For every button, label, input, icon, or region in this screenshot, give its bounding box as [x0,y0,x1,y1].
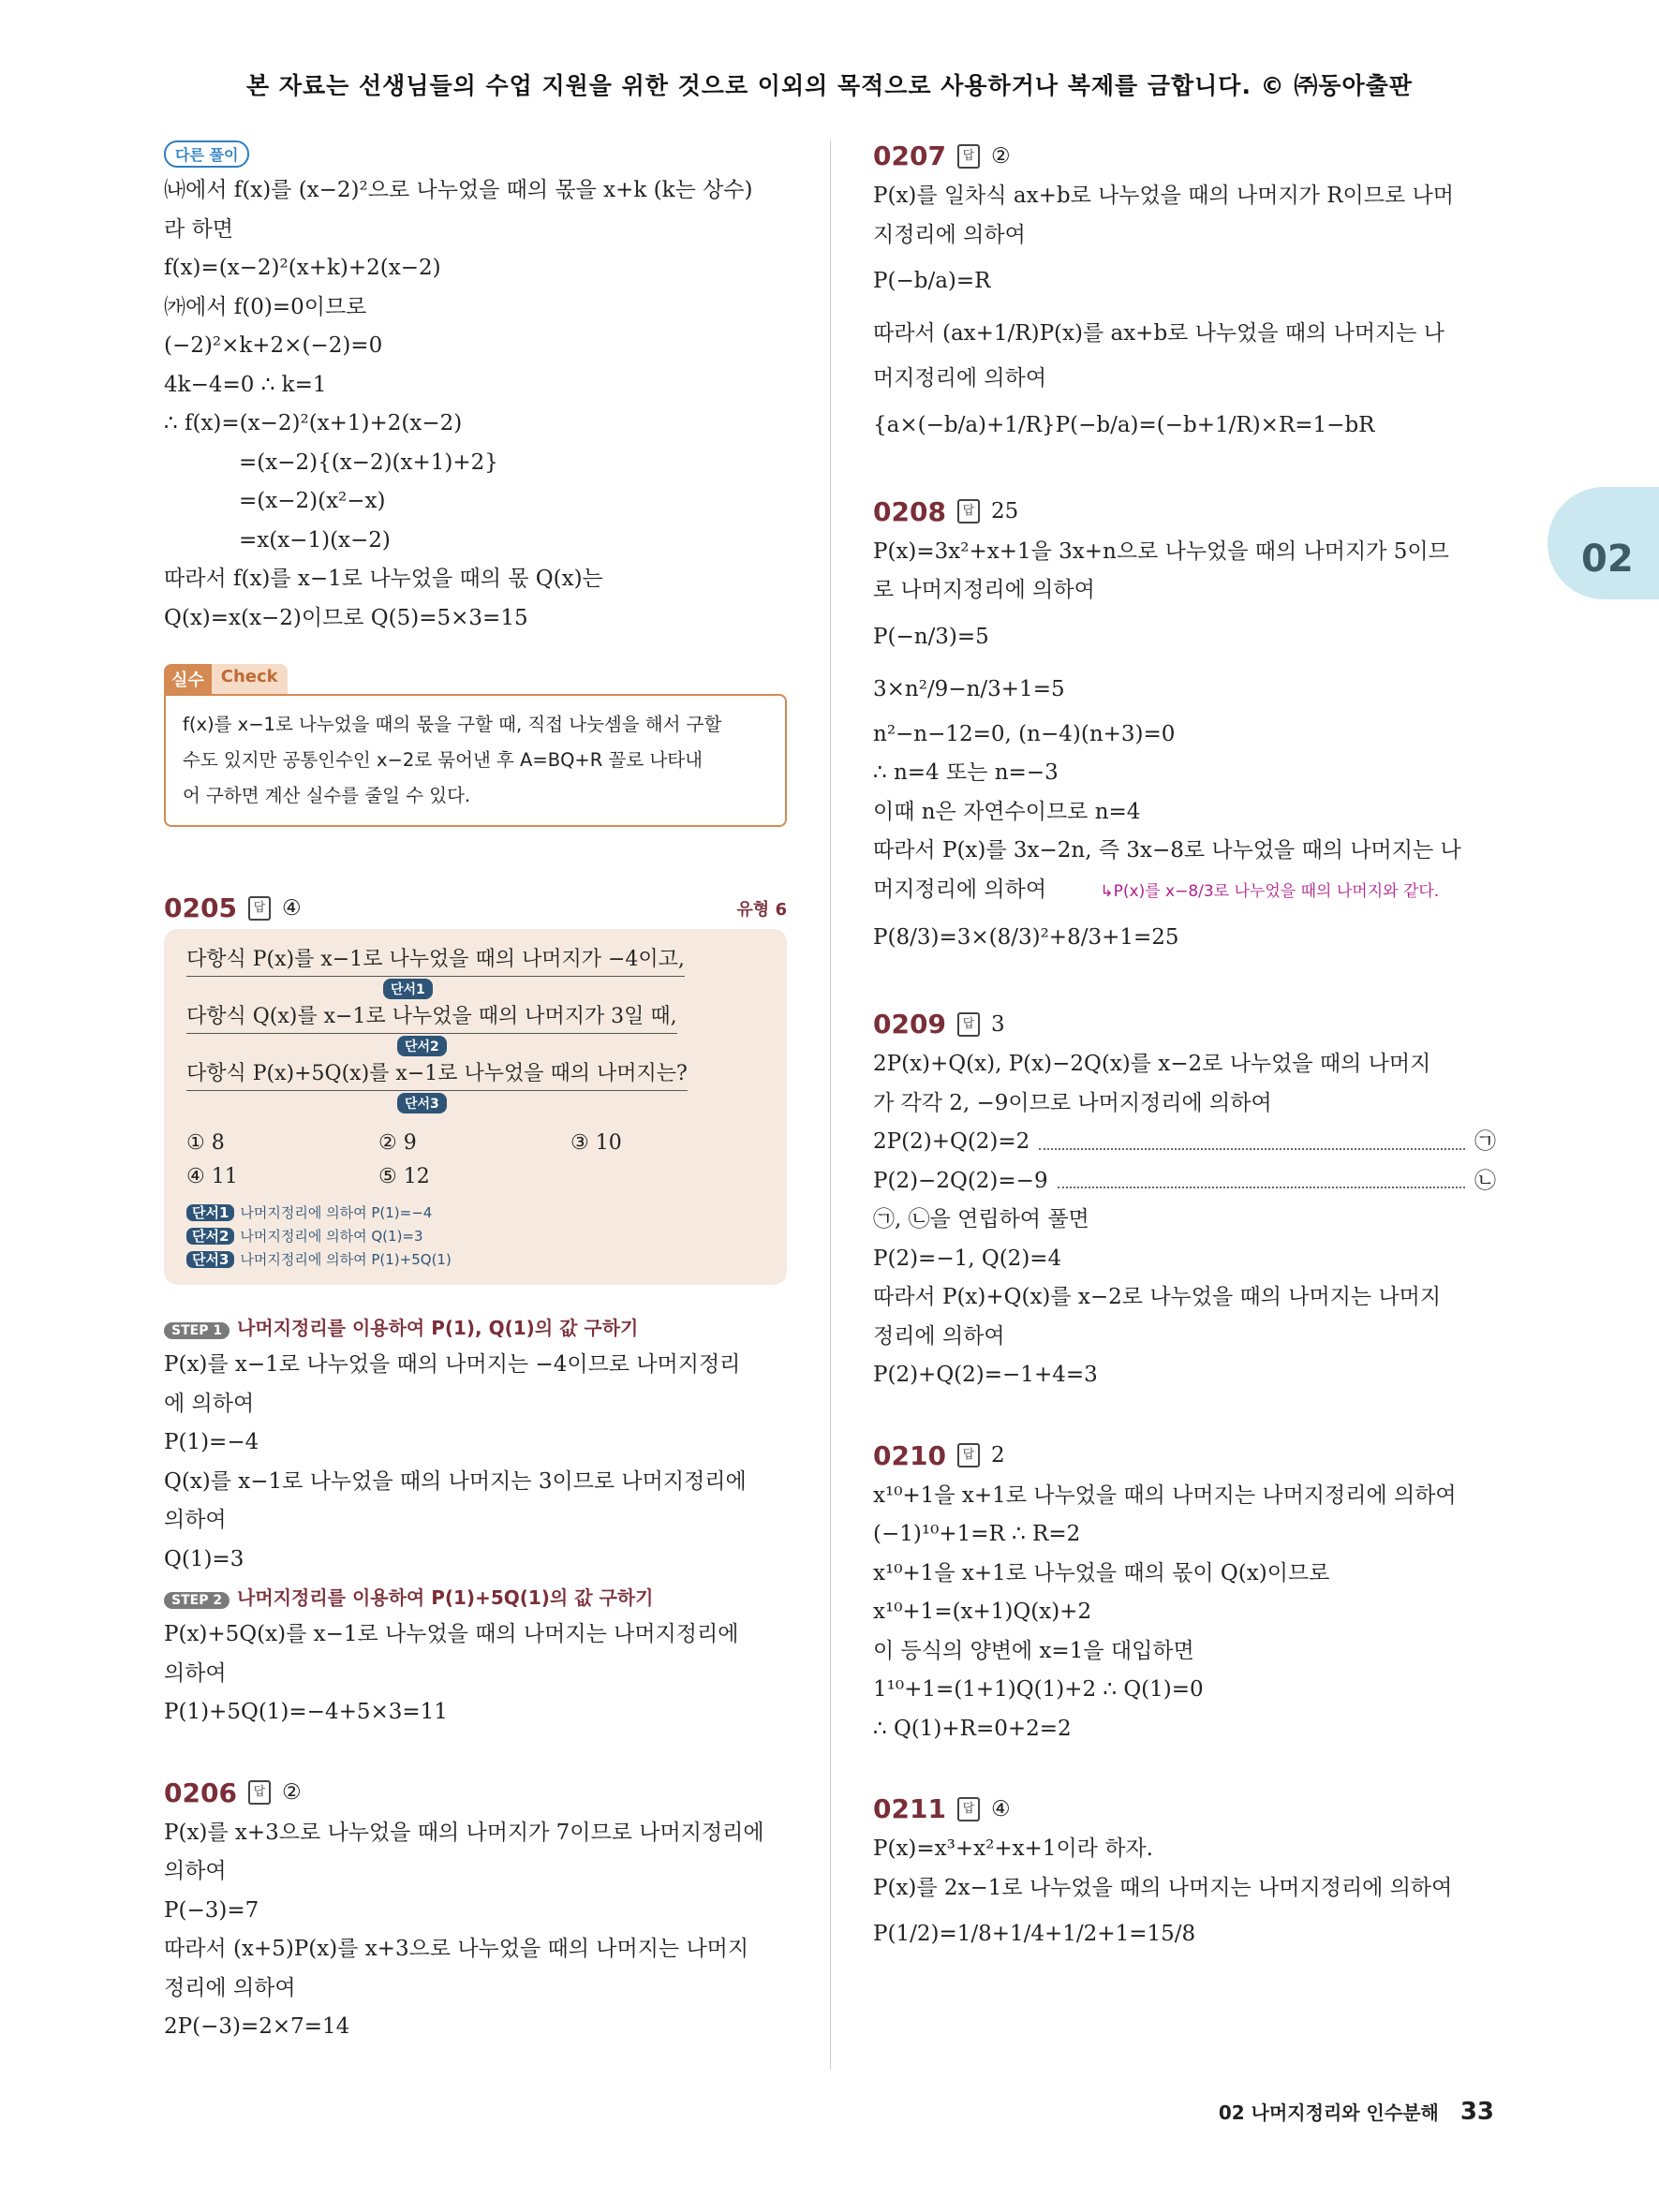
step-title: 나머지정리를 이용하여 P(1), Q(1)의 값 구하기 [237,1317,639,1339]
hint-row [186,1248,764,1272]
solution-line: P(x)를 x+3으로 나누었을 때의 나머지가 7이므로 나머지정리에 [164,1820,764,1845]
answer-value: 3 [990,1011,1005,1037]
check-label [164,664,288,694]
solution-line: ∴ Q(1)+R=0+2=2 [873,1716,1072,1741]
alt-line: ㈎에서 f(0)=0이므로 [164,294,367,319]
solution-line: Q(x)를 x−1로 나누었을 때의 나머지는 3이므로 나머지정리에 [164,1468,747,1494]
step-heading [164,1583,787,1615]
solution-line: P(x)를 2x−1로 나누었을 때의 나머지는 나머지정리에 의하여 [873,1875,1453,1900]
solution-line: 로 나머지정리에 의하여 [873,578,1095,602]
equation-row [873,1123,1496,1162]
alt-line: f(x)=(x−2)²(x+k)+2(x−2) [164,256,441,280]
solution-line: x¹⁰+1=(x+1)Q(x)+2 [873,1600,1092,1624]
problem-0211 [873,1793,1496,1960]
clue-badge: 단서3 [397,1093,447,1113]
solution-line: P(x)=x³+x²+x+1이라 하자. [873,1836,1153,1861]
problem-0208 [873,496,1496,965]
answer-icon: 답 [957,144,980,169]
alt-line: 따라서 f(x)를 x−1로 나누었을 때의 몫 Q(x)는 [164,567,603,591]
solution-text: 머지정리에 의하여 [873,877,1047,902]
alt-line: 라 하면 [164,216,233,242]
dot-leader [1039,1135,1465,1150]
hint-text: 나머지정리에 의하여 Q(1)=3 [240,1228,423,1245]
dot-leader [1058,1173,1465,1188]
solution-line: x¹⁰+1을 x+1로 나누었을 때의 나머지는 나머지정리에 의하여 [873,1482,1457,1508]
answer-icon: 답 [248,896,271,921]
chapter-tab-label: 02 [1581,538,1634,581]
choice[interactable]: ② 9 [378,1131,417,1155]
choices [186,1127,764,1194]
alt-line: ∴ f(x)=(x−2)²(x+1)+2(x−2) [164,411,463,435]
alt-solution [164,140,787,638]
solution-line: (−1)¹⁰+1=R ∴ R=2 [873,1522,1081,1546]
question-line: 다항식 P(x)+5Q(x)를 x−1로 나누었을 때의 나머지는? [186,1058,688,1091]
alt-line: =(x−2){(x−2)(x+1)+2} [239,450,498,475]
problem-header [873,496,1496,527]
hint-text: 나머지정리에 의하여 P(1)+5Q(1) [240,1251,452,1268]
alt-line: Q(x)=x(x−2)이므로 Q(5)=5×3=15 [164,605,528,630]
solution-line: 의하여 [164,1660,227,1686]
annotation-note: ↳P(x)를 x−8/3로 나누었을 때의 나머지와 같다. [1100,881,1440,901]
hint-text: 나머지정리에 의하여 P(1)=−4 [240,1204,433,1221]
solution-line: P(1)=−4 [164,1430,259,1454]
step-title: 나머지정리를 이용하여 P(1)+5Q(1)의 값 구하기 [237,1586,654,1609]
problem-header [164,892,787,923]
solution-line: 따라서 P(x)를 3x−2n, 즉 3x−8로 나누었을 때의 나머지는 나 [873,838,1461,863]
answer-value: ② [281,1780,302,1805]
clue-badge: 단서2 [397,1036,447,1056]
answer-value: 2 [990,1443,1005,1467]
choice[interactable]: ③ 10 [570,1131,622,1155]
solution-line: x¹⁰+1을 x+1로 나누었을 때의 몫이 Q(x)이므로 [873,1560,1330,1585]
solution-line: n²−n−12=0, (n−4)(n+3)=0 [873,721,1176,746]
problem-0205 [164,892,787,1733]
solution-line: 3×n²/9−n/3+1=5 [873,676,1065,701]
choice[interactable]: ① 8 [186,1131,225,1155]
answer-icon: 답 [248,1780,271,1805]
check-label-check: Check [212,664,288,694]
solution-line: 따라서 (x+5)P(x)를 x+3으로 나누었을 때의 나머지는 나머지 [164,1937,749,1961]
equation-row [873,1162,1496,1202]
chapter-title: 02 나머지정리와 인수분해 [1218,2101,1439,2124]
solution-line: P(−n/3)=5 [873,624,989,649]
type-tag: 유형 6 [736,899,787,920]
problem-number: 0209 [873,1009,946,1040]
alt-line: =x(x−1)(x−2) [239,527,391,553]
solution-line: 따라서 P(x)+Q(x)를 x−2로 나누었을 때의 나머지는 나머지 [873,1285,1442,1309]
answer-value: ④ [990,1796,1011,1821]
problem-number: 0206 [164,1777,237,1808]
solution-line: P(1/2)=1/8+1/4+1/2+1=15/8 [873,1922,1196,1946]
solution-line: P(x)를 일차식 ax+b로 나누었을 때의 나머지가 R이므로 나머 [873,184,1454,208]
problem-0209 [873,1009,1496,1395]
solution-line: 의하여 [164,1508,227,1532]
problem-number: 0205 [164,892,237,923]
solution-line: 1¹⁰+1=(1+1)Q(1)+2 ∴ Q(1)=0 [873,1677,1204,1702]
problem-header [873,1793,1496,1824]
question-line: 다항식 P(x)를 x−1로 나누었을 때의 나머지가 −4이고, [186,944,685,977]
equation: 2P(2)+Q(2)=2 [873,1129,1030,1154]
solution-line: P(x)+5Q(x)를 x−1로 나누었을 때의 나머지는 나머지정리에 [164,1622,739,1646]
answer-value: 25 [990,499,1019,524]
clue-badge: 단서1 [383,979,433,999]
solution-line: 의하여 [164,1859,227,1883]
equation-mark: ㉡ [1474,1168,1496,1193]
problem-0210 [873,1440,1496,1749]
alt-line: =(x−2)(x²−x) [239,489,386,513]
check-line: 어 구하면 계산 실수를 줄일 수 있다. [183,785,471,806]
hint-row [186,1225,764,1248]
solution-line: ㉠, ㉡을 연립하여 풀면 [873,1207,1089,1231]
choice[interactable]: ⑤ 12 [378,1165,430,1188]
problem-number: 0208 [873,495,946,527]
check-section [164,664,787,827]
hints [186,1202,764,1272]
solution-line: 머지정리에 의하여 [873,366,1047,391]
solution-line: 에 의하여 [164,1391,255,1416]
solution-line: P(x)를 x−1로 나누었을 때의 나머지는 −4이므로 나머지정리 [164,1352,741,1377]
copyright-banner: 본 자료는 선생님들의 수업 지원을 위한 것으로 이외의 목적으로 사용하거나 복제를 금합니다. © ㈜동아출판 [246,72,1413,99]
right-column [873,140,1496,1960]
problem-number: 0210 [873,1439,946,1471]
problem-number: 0207 [873,140,946,171]
check-line: 수도 있지만 공통인수인 x−2로 묶어낸 후 A=BQ+R 꼴로 나타내 [183,749,703,771]
solution-line: 이때 n은 자연수이므로 n=4 [873,799,1141,824]
solution-line-with-note [873,871,1496,912]
question-line: 다항식 Q(x)를 x−1로 나누었을 때의 나머지가 3일 때, [186,1001,677,1034]
solution-line: 정리에 의하여 [873,1323,1005,1349]
hint-badge: 단서3 [186,1251,234,1268]
step-heading [164,1313,787,1346]
alt-line: (−2)²×k+2×(−2)=0 [164,333,383,358]
problem-0206 [164,1777,787,2047]
left-column [164,140,787,2047]
solution-line: 2P(−3)=2×7=14 [164,2014,350,2039]
solution-line: 2P(x)+Q(x), P(x)−2Q(x)를 x−2로 나누었을 때의 나머지 [873,1052,1431,1076]
solution-line: 지정리에 의하여 [873,222,1026,247]
equation: P(2)−2Q(2)=−9 [873,1168,1048,1193]
page-number: 33 [1459,2098,1494,2126]
solution-line: 이 등식의 양변에 x=1을 대입하면 [873,1638,1194,1663]
solution-line: P(1)+5Q(1)=−4+5×3=11 [164,1700,448,1724]
solution-line: {a×(−b/a)+1/R}P(−b/a)=(−b+1/R)×R=1−bR [873,412,1375,437]
problem-0207 [873,140,1496,451]
step-badge: STEP 1 [164,1322,230,1339]
check-label-mistake: 실수 [164,664,212,694]
step-badge: STEP 2 [164,1592,230,1609]
answer-icon: 답 [957,1012,980,1037]
problem-header [164,1777,787,1808]
alt-line: ㈏에서 f(x)를 (x−2)²으로 나누었을 때의 몫을 x+k (k는 상수) [164,178,753,202]
solution-line: P(−b/a)=R [873,269,991,293]
hint-row [186,1202,764,1225]
solution-line: P(−3)=7 [164,1897,259,1923]
problem-header [873,140,1496,171]
solution-line: ∴ n=4 또는 n=−3 [873,760,1059,785]
check-line: f(x)를 x−1로 나누었을 때의 몫을 구할 때, 직접 나눗셈을 해서 구할 [183,714,722,735]
answer-icon: 답 [957,1443,980,1467]
answer-icon: 답 [957,1797,980,1821]
alt-solution-label: 다른 풀이 [164,140,249,168]
answer-value: ④ [281,895,302,921]
hint-badge: 단서2 [186,1228,234,1245]
check-box [164,694,787,827]
solution-line: P(8/3)=3×(8/3)²+8/3+1=25 [873,925,1179,950]
solution-line: P(x)=3x²+x+1을 3x+n으로 나누었을 때의 나머지가 5이므 [873,538,1449,564]
choice[interactable]: ④ 11 [186,1165,238,1188]
problem-header [873,1440,1496,1471]
alt-line: 4k−4=0 ∴ k=1 [164,372,327,397]
problem-box [164,929,787,1285]
problem-number: 0211 [873,1793,946,1824]
column-divider [830,140,831,2070]
answer-value: ② [990,143,1011,169]
hint-badge: 단서1 [186,1204,234,1221]
solution-line: P(2)=−1, Q(2)=4 [873,1246,1062,1271]
problem-header [873,1009,1496,1040]
answer-icon: 답 [957,499,980,524]
page-footer [1219,2098,1494,2126]
solution-line: Q(1)=3 [164,1546,244,1571]
solution-line: 정리에 의하여 [164,1975,296,2000]
solution-line: P(2)+Q(2)=−1+4=3 [873,1363,1098,1387]
solution-line: 가 각각 2, −9이므로 나머지정리에 의하여 [873,1090,1272,1115]
solution-line: 따라서 (ax+1/R)P(x)를 ax+b로 나누었을 때의 나머지는 나 [873,321,1445,346]
equation-mark: ㉠ [1474,1129,1496,1154]
